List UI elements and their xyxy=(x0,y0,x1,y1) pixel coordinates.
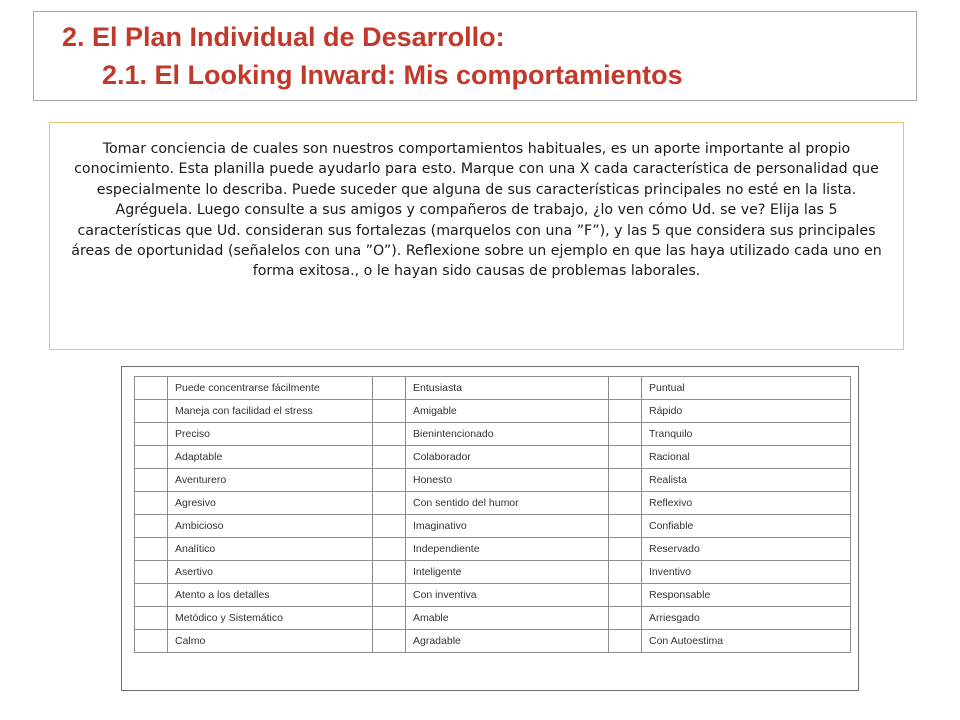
trait-label: Atento a los detalles xyxy=(168,584,373,607)
trait-label: Independiente xyxy=(406,538,609,561)
trait-mark-cell[interactable] xyxy=(373,446,406,469)
trait-mark-cell[interactable] xyxy=(135,561,168,584)
trait-mark-cell[interactable] xyxy=(609,469,642,492)
table-row xyxy=(135,377,851,400)
trait-label: Amable xyxy=(406,607,609,630)
trait-mark-cell[interactable] xyxy=(609,446,642,469)
table-row xyxy=(135,607,851,630)
table-row xyxy=(135,561,851,584)
trait-label: Racional xyxy=(642,446,851,469)
traits-table-body xyxy=(135,377,851,653)
trait-label: Inventivo xyxy=(642,561,851,584)
trait-mark-cell[interactable] xyxy=(135,423,168,446)
trait-mark-cell[interactable] xyxy=(135,446,168,469)
table-row xyxy=(135,538,851,561)
trait-label: Agresivo xyxy=(168,492,373,515)
trait-mark-cell[interactable] xyxy=(135,492,168,515)
trait-mark-cell[interactable] xyxy=(373,400,406,423)
trait-mark-cell[interactable] xyxy=(373,538,406,561)
trait-label: Confiable xyxy=(642,515,851,538)
table-row xyxy=(135,400,851,423)
page-title: 2. El Plan Individual de Desarrollo: xyxy=(62,22,505,52)
trait-label: Maneja con facilidad el stress xyxy=(168,400,373,423)
trait-label: Con sentido del humor xyxy=(406,492,609,515)
trait-mark-cell[interactable] xyxy=(609,492,642,515)
title-box xyxy=(33,11,917,101)
trait-label: Agradable xyxy=(406,630,609,653)
trait-label: Puntual xyxy=(642,377,851,400)
trait-label: Realista xyxy=(642,469,851,492)
trait-mark-cell[interactable] xyxy=(135,538,168,561)
table-row xyxy=(135,584,851,607)
trait-label: Metódico y Sistemático xyxy=(168,607,373,630)
trait-mark-cell[interactable] xyxy=(373,469,406,492)
trait-mark-cell[interactable] xyxy=(135,584,168,607)
table-row xyxy=(135,446,851,469)
traits-worksheet xyxy=(121,366,859,691)
trait-label: Con Autoestima xyxy=(642,630,851,653)
page-subtitle: 2.1. El Looking Inward: Mis comportamientos xyxy=(102,60,683,90)
trait-label: Imaginativo xyxy=(406,515,609,538)
traits-table xyxy=(134,376,851,653)
trait-mark-cell[interactable] xyxy=(609,584,642,607)
trait-label: Analítico xyxy=(168,538,373,561)
trait-label: Colaborador xyxy=(406,446,609,469)
trait-mark-cell[interactable] xyxy=(609,515,642,538)
trait-label: Calmo xyxy=(168,630,373,653)
trait-label: Adaptable xyxy=(168,446,373,469)
table-row xyxy=(135,423,851,446)
instructions-text: Tomar conciencia de cuales son nuestros comportamientos habituales, es un aporte importante al propio conocimiento. Esta planilla puede ayudarlo para esto. Marque con una X cada característica de personalidad que especialmente lo describa. Puede suceder que alguna de sus características principales no esté en la lista. Agréguela. Luego consulte a sus amigos y compañeros de trabajo, ¿lo ven cómo Ud. se ve? Elija las 5 características que Ud. consideran sus fortalezas (marquelos con una ”F”), y las 5 que considera sus principales áreas de oportunidad (señalelos con una ”O”). Reflexione sobre un ejemplo en que las haya utilizado cada uno en forma exitosa., o le hayan sido causas de problemas laborales. xyxy=(71,141,882,280)
table-row xyxy=(135,469,851,492)
trait-mark-cell[interactable] xyxy=(135,377,168,400)
trait-mark-cell[interactable] xyxy=(609,377,642,400)
trait-label: Bienintencionado xyxy=(406,423,609,446)
trait-mark-cell[interactable] xyxy=(135,400,168,423)
trait-mark-cell[interactable] xyxy=(373,377,406,400)
trait-mark-cell[interactable] xyxy=(373,492,406,515)
trait-mark-cell[interactable] xyxy=(373,561,406,584)
trait-label: Puede concentrarse fácilmente xyxy=(168,377,373,400)
trait-label: Asertivo xyxy=(168,561,373,584)
trait-label: Inteligente xyxy=(406,561,609,584)
trait-label: Preciso xyxy=(168,423,373,446)
trait-label: Honesto xyxy=(406,469,609,492)
trait-mark-cell[interactable] xyxy=(609,630,642,653)
trait-label: Tranquilo xyxy=(642,423,851,446)
trait-mark-cell[interactable] xyxy=(609,561,642,584)
trait-mark-cell[interactable] xyxy=(373,607,406,630)
trait-label: Aventurero xyxy=(168,469,373,492)
trait-label: Rápido xyxy=(642,400,851,423)
trait-mark-cell[interactable] xyxy=(373,630,406,653)
trait-mark-cell[interactable] xyxy=(609,400,642,423)
trait-mark-cell[interactable] xyxy=(609,607,642,630)
table-row xyxy=(135,630,851,653)
trait-label: Ambicioso xyxy=(168,515,373,538)
trait-label: Reservado xyxy=(642,538,851,561)
instructions-box xyxy=(49,122,904,350)
trait-label: Amigable xyxy=(406,400,609,423)
trait-label: Con inventiva xyxy=(406,584,609,607)
trait-label: Responsable xyxy=(642,584,851,607)
trait-label: Reflexivo xyxy=(642,492,851,515)
table-row xyxy=(135,492,851,515)
trait-mark-cell[interactable] xyxy=(373,423,406,446)
trait-mark-cell[interactable] xyxy=(609,538,642,561)
trait-mark-cell[interactable] xyxy=(135,607,168,630)
trait-mark-cell[interactable] xyxy=(609,423,642,446)
trait-label: Arriesgado xyxy=(642,607,851,630)
trait-mark-cell[interactable] xyxy=(135,469,168,492)
trait-mark-cell[interactable] xyxy=(373,584,406,607)
trait-label: Entusiasta xyxy=(406,377,609,400)
table-row xyxy=(135,515,851,538)
trait-mark-cell[interactable] xyxy=(135,630,168,653)
trait-mark-cell[interactable] xyxy=(135,515,168,538)
trait-mark-cell[interactable] xyxy=(373,515,406,538)
